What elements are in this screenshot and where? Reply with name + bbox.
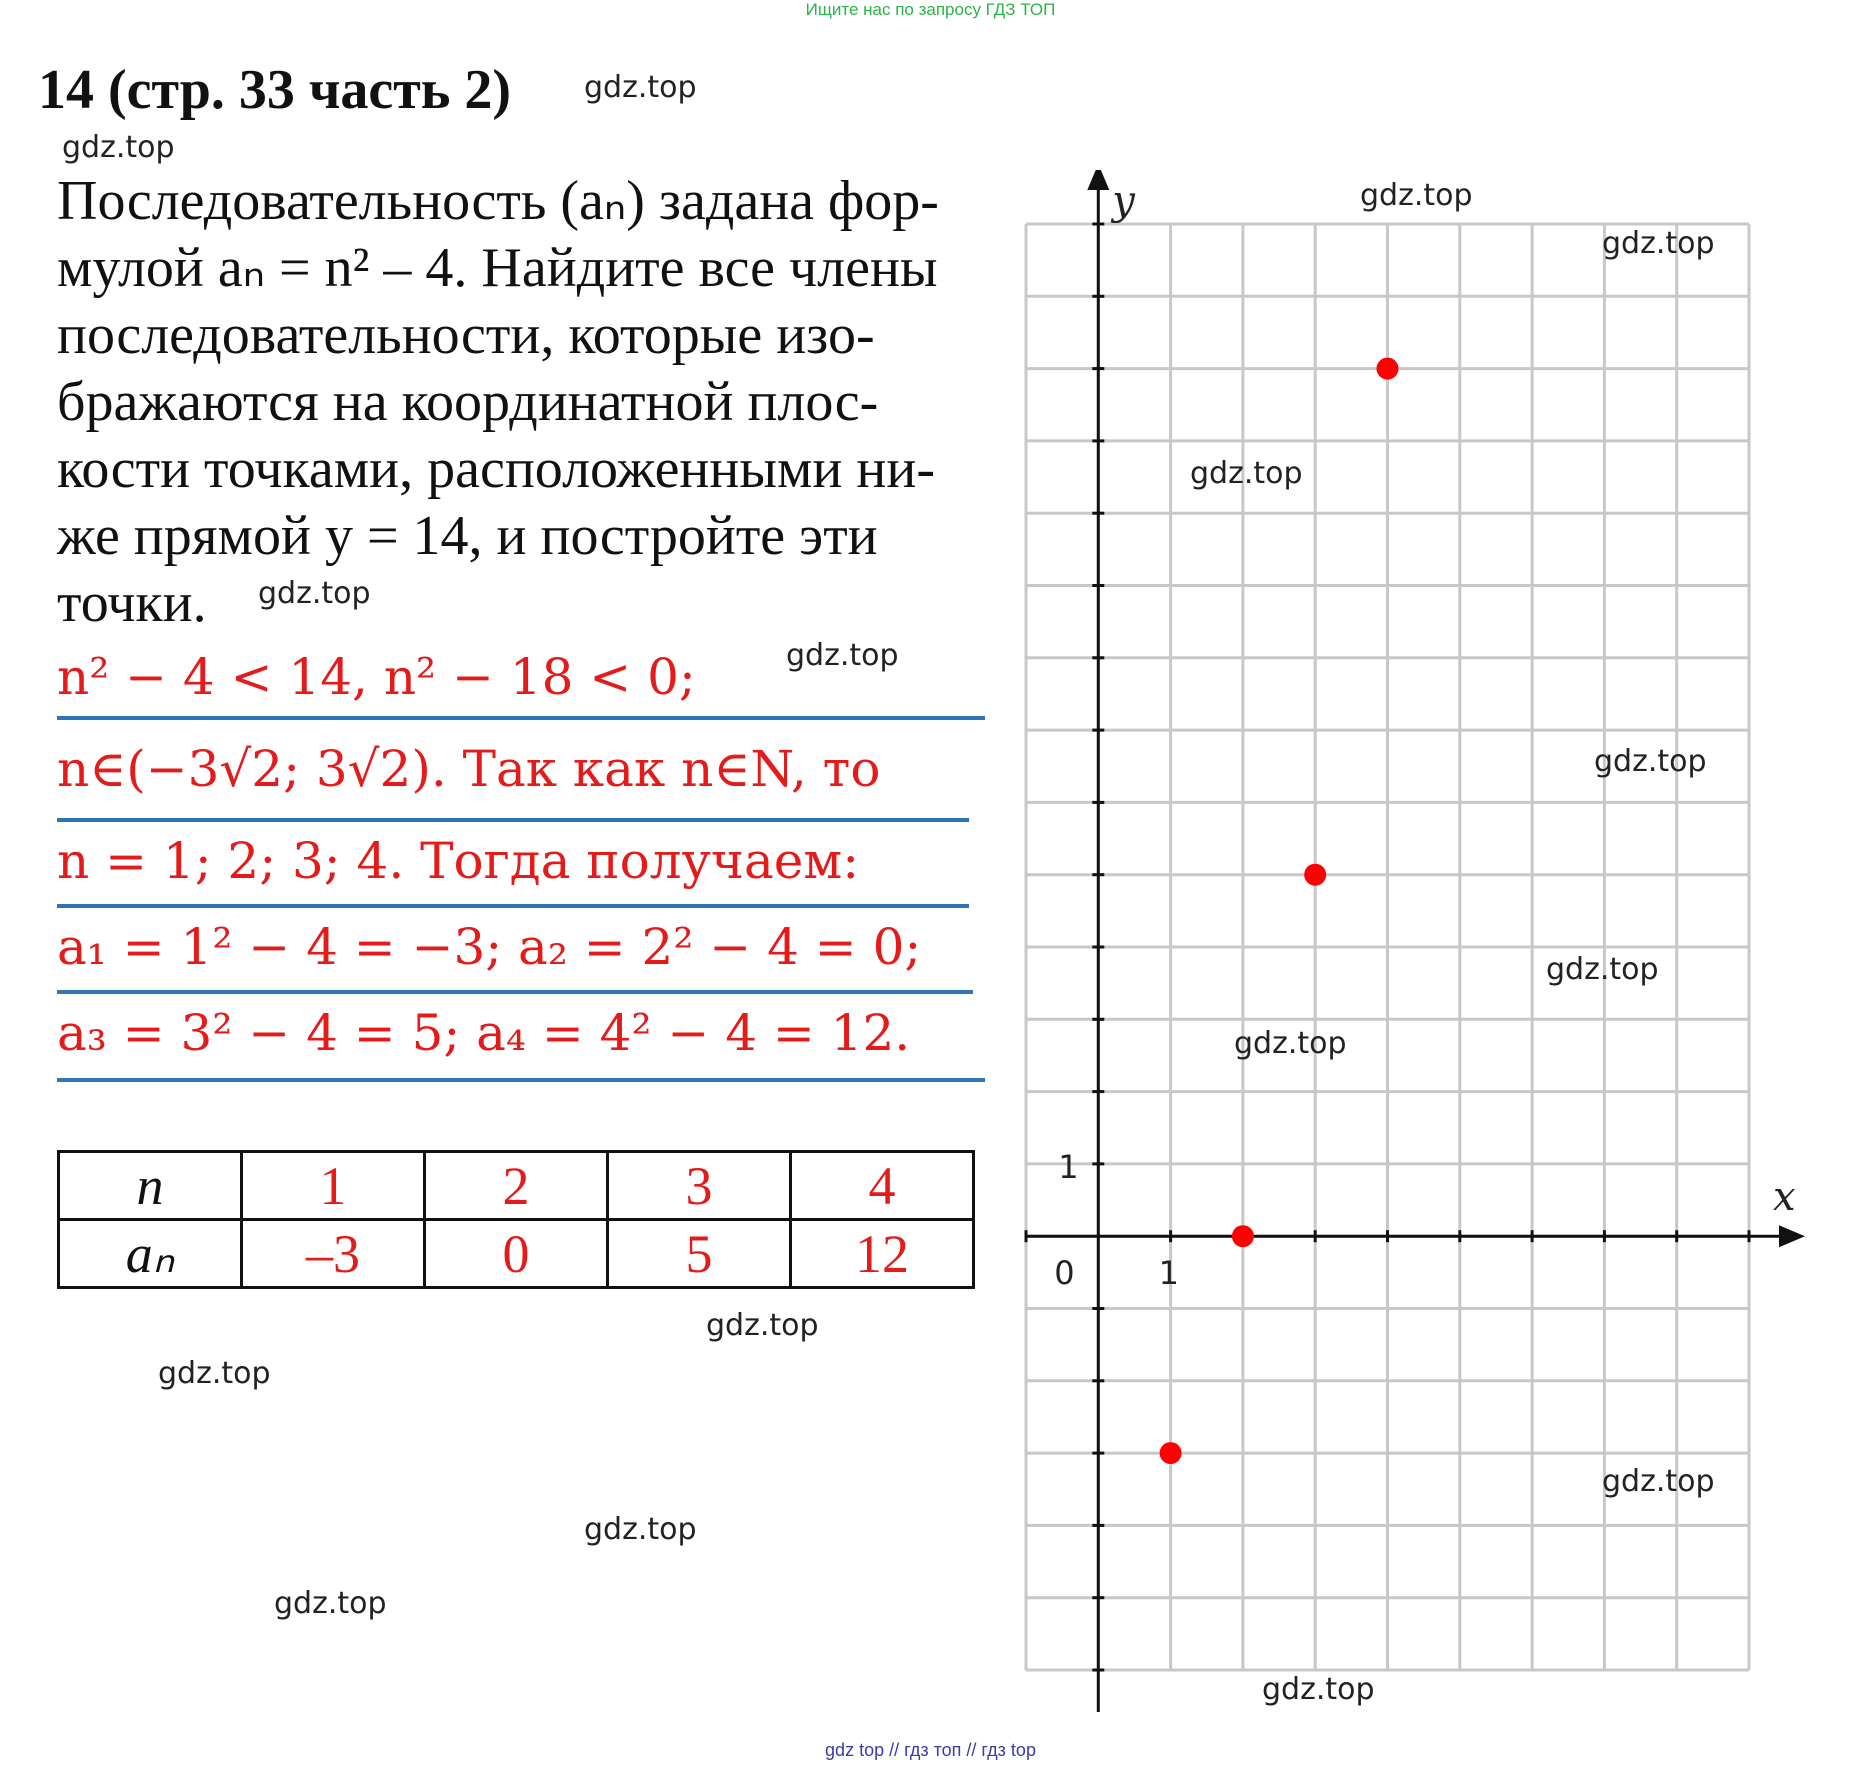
watermark: gdz.top [584,1512,697,1547]
problem-line: Последовательность (aₙ) задана фор- [57,170,939,232]
y-axis-label: y [1112,178,1135,224]
x-axis-label: x [1773,1174,1796,1221]
watermark: gdz.top [1234,1026,1347,1061]
y-axis-arrow [1087,170,1109,190]
table-cell: 2 [425,1152,608,1220]
problem-line: точки. [57,572,207,634]
table-cell: 12 [791,1220,974,1288]
table-cell: 1 [242,1152,425,1220]
x-axis-arrow [1779,1225,1805,1247]
data-point [1232,1225,1254,1247]
origin-label: 0 [1054,1254,1075,1293]
top-banner: Ищите нас по запросу ГДЗ ТОП [805,0,1056,19]
data-point [1160,1442,1182,1464]
solution-line-2: n∈(−3√2; 3√2). Так как n∈N, то [57,740,881,798]
table-cell: 5 [608,1220,791,1288]
watermark: gdz.top [1602,226,1715,261]
table-cell: –3 [242,1220,425,1288]
solution-line-5: a₃ = 3² − 4 = 5; a₄ = 4² − 4 = 12. [57,1004,911,1062]
footer-links: gdz top // гдз топ // гдз top [825,1740,1036,1760]
solution-line-4: a₁ = 1² − 4 = −3; a₂ = 2² − 4 = 0; [57,918,922,976]
table-cell-a-label: aₙ [59,1220,242,1288]
exercise-heading: 14 (стр. 33 часть 2) [38,59,512,121]
watermark: gdz.top [1360,178,1473,213]
y-unit-label: 1 [1058,1147,1079,1186]
watermark: gdz.top [584,70,697,105]
grid [1026,224,1749,1670]
table-cell-n-label: n [59,1152,242,1220]
watermark: gdz.top [786,638,899,673]
watermark: gdz.top [1546,952,1659,987]
table-row [59,1220,974,1288]
watermark: gdz.top [1594,744,1707,779]
problem-statement [57,168,997,637]
data-point [1377,358,1399,380]
problem-line: кости точками, расположенными ни- [57,438,935,500]
watermark: gdz.top [706,1308,819,1343]
table-cell: 4 [791,1152,974,1220]
problem-line: же прямой у = 14, и постройте эти [57,505,878,567]
solution-underline [57,1078,985,1082]
watermark: gdz.top [1602,1464,1715,1499]
table-cell: 0 [425,1220,608,1288]
solution-underline [57,904,969,908]
watermark: gdz.top [62,130,175,165]
problem-line: мулой aₙ = n² – 4. Найдите все члены [57,237,938,299]
table-row [59,1152,974,1220]
x-unit-label: 1 [1158,1254,1179,1293]
data-point [1304,864,1326,886]
problem-line: бражаются на координатной плос- [57,371,879,433]
solution-underline [57,716,985,720]
watermark: gdz.top [1262,1672,1375,1707]
solution-underline [57,990,973,994]
solution-line-3: n = 1; 2; 3; 4. Тогда получаем: [57,832,860,890]
table-cell: 3 [608,1152,791,1220]
problem-line: последовательности, которые изо- [57,304,875,366]
values-table [57,1150,975,1289]
watermark: gdz.top [258,576,371,611]
watermark: gdz.top [274,1586,387,1621]
watermark: gdz.top [158,1356,271,1391]
solution-underline [57,818,969,822]
watermark: gdz.top [1190,456,1303,491]
solution-line-1: n² − 4 < 14, n² − 18 < 0; [57,648,696,706]
data-points [1160,358,1399,1465]
